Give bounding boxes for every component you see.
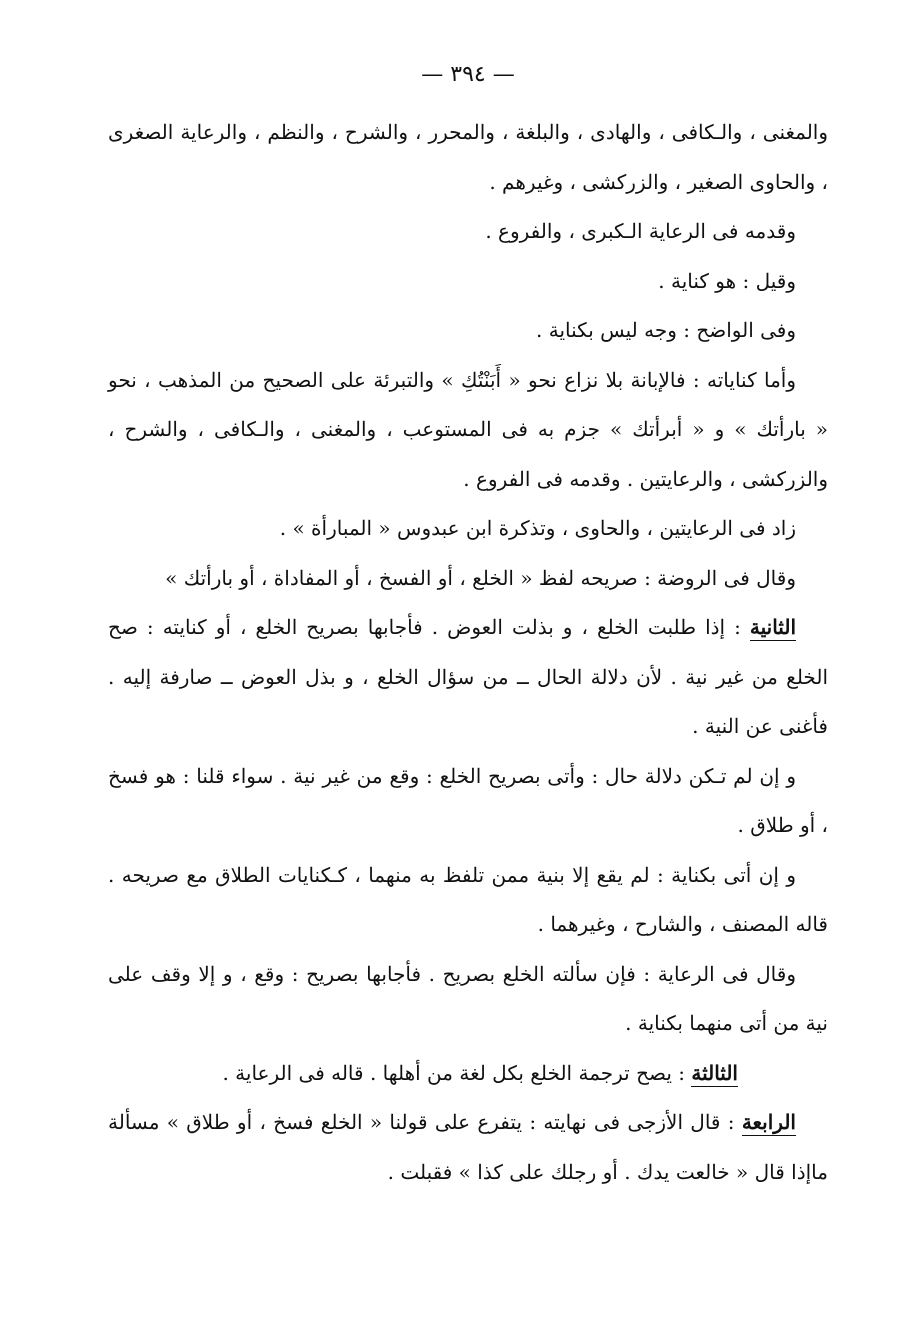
paragraph <box>108 603 828 752</box>
paragraph-text: وقيل : هو كناية . <box>658 268 796 293</box>
paragraph-text: : إذا طلبت الخلع ، و بذلت العوض . فأجابها بصريح الخلع ، أو كنايته : صح الخلع من غير نية . لأن دلالة الحال ــ من سؤال الخلع ، و بذل العوض ــ صارفة إليه . فأغنى عن النية . <box>108 615 828 738</box>
page-number: — ٣٩٤ — <box>421 62 515 87</box>
paragraph <box>108 554 828 604</box>
paragraph <box>108 108 828 207</box>
paragraph-text: وأما كناياته : فالإبانة بلا نزاع نحو « أَبَنْتُكِ » والتبرئة على الصحيح من المذهب ، نحو « بارأتك » و « أبرأتك » جزم به فى المستوعب ، والمغنى ، والـكافى ، والشرح ، والزركشى ، والرعايتين . وقدمه فى الفروع . <box>108 367 828 491</box>
paragraph <box>108 356 828 505</box>
section-term: الثانية <box>749 615 796 639</box>
paragraph-text: وفى الواضح : وجه ليس بكناية . <box>536 318 796 342</box>
paragraph-text: : يصح ترجمة الخلع بكل لغة من أهلها . قاله فى الرعاية . <box>222 1060 685 1085</box>
paragraph <box>108 504 828 554</box>
paragraph-text: و إن لم تـكن دلالة حال : وأتى بصريح الخلع : وقع من غير نية . سواء قلنا : هو فسخ ، أو طلاق . <box>108 763 828 837</box>
document-page <box>108 60 828 1197</box>
paragraph-text: وقال فى الرعاية : فإن سألته الخلع بصريح . فأجابها بصريح : وقع ، و إلا وقف على نية من أتى منهما بكناية . <box>108 961 828 1035</box>
paragraph <box>108 306 828 356</box>
paragraph-text: وقال فى الروضة : صريحه لفظ « الخلع ، أو الفسخ ، أو المفاداة ، أو بارأتك » <box>165 565 796 590</box>
paragraph-text: والمغنى ، والـكافى ، والهادى ، والبلغة ، والمحرر ، والشرح ، والنظم ، والرعاية الصغرى ، والحاوى الصغير ، والزركشى ، وغيرهم . <box>108 120 828 194</box>
section-term: الثالثة <box>691 1060 738 1085</box>
paragraph-text: : قال الأزجى فى نهايته : يتفرع على قولنا « الخلع فسخ ، أو طلاق » مسألة ماإذا قال « خالعت يدك . أو رجلك على كذا » فقبلت . <box>108 1110 828 1184</box>
section-term: الرابعة <box>741 1110 796 1134</box>
paragraph <box>108 851 828 950</box>
paragraph-text: وقدمه فى الرعاية الـكبرى ، والفروع . <box>485 219 796 243</box>
paragraph <box>108 1098 828 1197</box>
paragraph-text: زاد فى الرعايتين ، والحاوى ، وتذكرة ابن عبدوس « المبارأة » . <box>279 516 796 540</box>
paragraph <box>108 1049 828 1099</box>
paragraph <box>108 257 828 307</box>
paragraph <box>108 207 828 257</box>
paragraph <box>108 950 828 1049</box>
paragraph <box>108 752 828 851</box>
paragraph-text: و إن أتى بكناية : لم يقع إلا بنية ممن تلفظ به منهما ، كـكنايات الطلاق مع صريحه . قاله المصنف ، والشارح ، وغيرهما . <box>108 862 828 936</box>
